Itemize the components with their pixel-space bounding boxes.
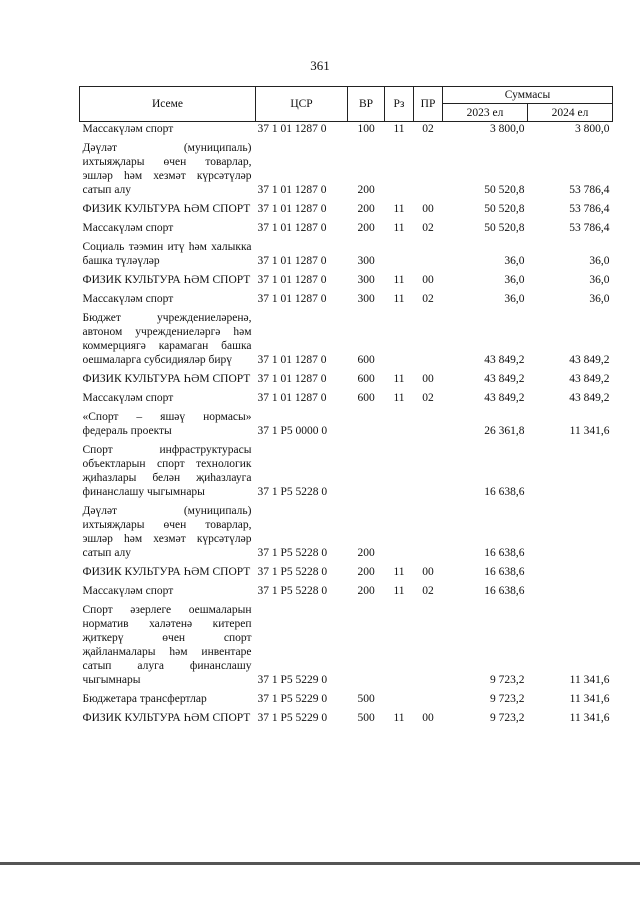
cell-vr: 300 [357, 255, 375, 267]
table-row [80, 292, 613, 311]
cell-pr: 02 [422, 585, 434, 597]
table-row [80, 221, 613, 240]
cell-csr: 37 1 P5 5228 0 [257, 547, 328, 559]
cell-rz [385, 504, 414, 565]
cell-vr: 200 [357, 585, 375, 597]
table-row [80, 692, 613, 711]
table-row [80, 410, 613, 443]
table-row [80, 391, 613, 410]
cell-vr: 600 [357, 373, 375, 385]
table-row [80, 711, 613, 730]
cell-amount-2024: 36,0 [589, 293, 610, 305]
header-csr: ЦСР [256, 87, 348, 122]
cell-amount-2024 [528, 443, 613, 504]
cell-amount-2023: 43 849,2 [484, 373, 525, 385]
budget-table [79, 86, 613, 730]
cell-amount-2023: 3 800,0 [490, 123, 525, 135]
cell-csr: 37 1 P5 5228 0 [257, 486, 328, 498]
header-vr: ВР [348, 87, 385, 122]
cell-vr: 300 [357, 274, 375, 286]
cell-rz: 11 [393, 712, 405, 724]
cell-vr: 200 [357, 203, 375, 215]
cell-amount-2023: 36,0 [504, 274, 525, 286]
cell-pr: 02 [422, 222, 434, 234]
cell-amount-2024: 43 849,2 [569, 354, 610, 366]
cell-rz: 11 [393, 585, 405, 597]
cell-name: Массакүләм спорт [82, 222, 174, 234]
cell-pr: 00 [422, 566, 434, 578]
cell-rz [385, 692, 414, 711]
cell-rz: 11 [393, 123, 405, 135]
cell-vr [348, 603, 385, 692]
cell-csr: 37 1 P5 5228 0 [257, 566, 328, 578]
cell-amount-2023: 50 520,8 [484, 203, 525, 215]
cell-csr: 37 1 P5 5229 0 [257, 712, 328, 724]
cell-amount-2023: 26 361,8 [484, 425, 525, 437]
cell-rz [385, 603, 414, 692]
cell-amount-2024: 36,0 [589, 255, 610, 267]
table-header [80, 87, 613, 122]
cell-name: Бюджетара трансфертлар [82, 693, 207, 705]
cell-name: Спорт әзерлеге оешмаларын норматив халәтенә китереп җиткерү өчен спорт җайланмалары һәм инвентаре сатып алуга финанслашу чыгымнары [82, 604, 252, 686]
cell-vr: 500 [357, 712, 375, 724]
cell-csr: 37 1 P5 5228 0 [257, 585, 328, 597]
table-row [80, 311, 613, 372]
cell-pr: 02 [422, 123, 434, 135]
cell-pr: 00 [422, 274, 434, 286]
cell-vr: 200 [357, 184, 375, 196]
cell-vr: 100 [357, 123, 375, 135]
cell-name: «Спорт – яшәү нормасы» федераль проекты [82, 411, 252, 437]
cell-amount-2023: 36,0 [504, 293, 525, 305]
table-row [80, 443, 613, 504]
cell-rz [385, 311, 414, 372]
header-year-2023: 2023 ел [443, 104, 528, 122]
cell-csr: 37 1 P5 5229 0 [257, 674, 328, 686]
cell-vr: 200 [357, 222, 375, 234]
cell-amount-2023: 50 520,8 [484, 184, 525, 196]
cell-name: Массакүләм спорт [82, 293, 174, 305]
cell-vr [348, 410, 385, 443]
cell-csr: 37 1 P5 0000 0 [257, 425, 328, 437]
cell-amount-2024 [528, 584, 613, 603]
cell-rz: 11 [393, 392, 405, 404]
cell-name: Бюджет учреждениеләренә, автоном учреждениеләргә һәм коммерциягә карамаган башка оешмаларга субсидияләр бирү [82, 312, 252, 366]
cell-rz [385, 443, 414, 504]
cell-csr: 37 1 01 1287 0 [257, 222, 327, 234]
cell-csr: 37 1 01 1287 0 [257, 354, 327, 366]
cell-name: Массакүләм спорт [82, 585, 174, 597]
cell-pr [414, 692, 443, 711]
cell-rz: 11 [393, 566, 405, 578]
table-row [80, 273, 613, 292]
table-row [80, 141, 613, 202]
cell-rz [385, 410, 414, 443]
cell-amount-2023: 43 849,2 [484, 392, 525, 404]
cell-amount-2023: 16 638,6 [484, 547, 525, 559]
cell-amount-2023: 9 723,2 [490, 693, 525, 705]
cell-amount-2023: 9 723,2 [490, 674, 525, 686]
cell-csr: 37 1 01 1287 0 [257, 373, 327, 385]
cell-pr [414, 240, 443, 273]
cell-name: ФИЗИК КУЛЬТУРА ҺӘМ СПОРТ [82, 566, 251, 578]
cell-amount-2024: 36,0 [589, 274, 610, 286]
cell-csr: 37 1 01 1287 0 [257, 203, 327, 215]
cell-csr: 37 1 01 1287 0 [257, 184, 327, 196]
cell-name: Социаль тәэмин итү һәм халыкка башка түләүләр [82, 241, 252, 267]
cell-rz: 11 [393, 293, 405, 305]
table-row [80, 603, 613, 692]
cell-amount-2024: 11 341,6 [569, 425, 610, 437]
cell-amount-2024: 53 786,4 [569, 203, 610, 215]
table-row [80, 565, 613, 584]
cell-amount-2023: 43 849,2 [484, 354, 525, 366]
header-pr: ПР [414, 87, 443, 122]
cell-name: Массакүләм спорт [82, 123, 174, 135]
cell-amount-2024: 3 800,0 [575, 123, 610, 135]
cell-amount-2023: 16 638,6 [484, 585, 525, 597]
cell-pr: 02 [422, 392, 434, 404]
page-number: 361 [310, 58, 330, 73]
header-name: Исеме [80, 87, 256, 122]
cell-name: ФИЗИК КУЛЬТУРА ҺӘМ СПОРТ [82, 274, 251, 286]
cell-amount-2024: 43 849,2 [569, 392, 610, 404]
table-body [80, 122, 613, 731]
cell-name: ФИЗИК КУЛЬТУРА ҺӘМ СПОРТ [82, 373, 251, 385]
cell-amount-2024 [528, 504, 613, 565]
cell-rz: 11 [393, 203, 405, 215]
cell-rz [385, 240, 414, 273]
cell-amount-2024: 53 786,4 [569, 184, 610, 196]
cell-rz [385, 141, 414, 202]
cell-pr [414, 311, 443, 372]
cell-pr [414, 504, 443, 565]
cell-amount-2023: 36,0 [504, 255, 525, 267]
cell-name: Дәүләт (муниципаль) ихтыяҗлары өчен товарлар, эшләр һәм хезмәт күрсәтүләр сатып алу [82, 505, 252, 559]
cell-pr: 00 [422, 373, 434, 385]
table-row [80, 240, 613, 273]
cell-name: ФИЗИК КУЛЬТУРА ҺӘМ СПОРТ [82, 712, 251, 724]
cell-name: ФИЗИК КУЛЬТУРА ҺӘМ СПОРТ [82, 203, 251, 215]
cell-csr: 37 1 01 1287 0 [257, 274, 327, 286]
cell-amount-2023: 9 723,2 [490, 712, 525, 724]
cell-rz: 11 [393, 222, 405, 234]
cell-amount-2023: 16 638,6 [484, 566, 525, 578]
cell-amount-2024 [528, 565, 613, 584]
header-rz: Рз [385, 87, 414, 122]
cell-amount-2024: 53 786,4 [569, 222, 610, 234]
cell-pr [414, 603, 443, 692]
cell-csr: 37 1 01 1287 0 [257, 255, 327, 267]
cell-amount-2024: 11 341,6 [569, 712, 610, 724]
cell-pr: 02 [422, 293, 434, 305]
header-amounts: Суммасы [443, 87, 613, 104]
cell-vr: 200 [357, 547, 375, 559]
cell-vr [348, 443, 385, 504]
bottom-divider [0, 862, 640, 865]
cell-amount-2023: 16 638,6 [484, 486, 525, 498]
cell-name: Дәүләт (муниципаль) ихтыяҗлары өчен товарлар, эшләр һәм хезмәт күрсәтүләр сатып алу [82, 142, 252, 196]
cell-amount-2024: 11 341,6 [569, 674, 610, 686]
table-row [80, 202, 613, 221]
cell-csr: 37 1 P5 5229 0 [257, 693, 328, 705]
cell-pr [414, 141, 443, 202]
cell-amount-2024: 11 341,6 [569, 693, 610, 705]
cell-name: Спорт инфраструктурасы объектларын спорт технологик җиһазлары белән җиһазлауга финанслашу чыгымнары [82, 444, 252, 498]
cell-pr: 00 [422, 712, 434, 724]
table-row [80, 122, 613, 142]
cell-amount-2023: 50 520,8 [484, 222, 525, 234]
cell-pr: 00 [422, 203, 434, 215]
cell-vr: 600 [357, 354, 375, 366]
cell-csr: 37 1 01 1287 0 [257, 293, 327, 305]
cell-vr: 600 [357, 392, 375, 404]
cell-name: Массакүләм спорт [82, 392, 174, 404]
table-row [80, 584, 613, 603]
cell-rz: 11 [393, 274, 405, 286]
table-row [80, 504, 613, 565]
cell-pr [414, 443, 443, 504]
cell-vr: 200 [357, 566, 375, 578]
cell-csr: 37 1 01 1287 0 [257, 123, 327, 135]
cell-vr: 300 [357, 293, 375, 305]
cell-pr [414, 410, 443, 443]
cell-vr: 500 [357, 693, 375, 705]
cell-csr: 37 1 01 1287 0 [257, 392, 327, 404]
header-year-2024: 2024 ел [528, 104, 613, 122]
cell-rz: 11 [393, 373, 405, 385]
table-row [80, 372, 613, 391]
cell-amount-2024: 43 849,2 [569, 373, 610, 385]
